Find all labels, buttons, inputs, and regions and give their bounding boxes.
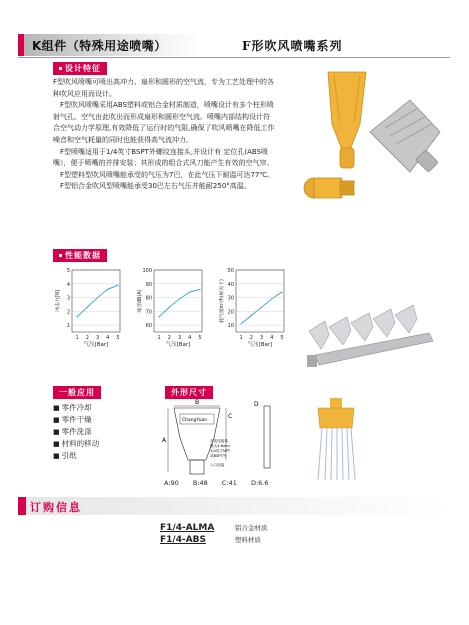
dim-b-label: B xyxy=(195,399,200,406)
application-item: ■ 引纸 xyxy=(53,450,99,462)
dimension-values xyxy=(164,479,281,487)
x-tick-label: 4 xyxy=(270,335,274,341)
y-tick-label: 80 xyxy=(145,295,152,302)
y-axis-label: 耗气量m³/h(标况下) xyxy=(220,279,225,323)
x-tick-label: 1 xyxy=(157,335,161,341)
dim-c-label: C xyxy=(228,413,233,420)
design-paragraph: F型吹风喷嘴采用ABS塑料或铝合金材质制造，喷嘴设计有多个柱形喷射气孔。空气由此吹出而形成扇形和圆形空气流。喷嘴内部结构设计符合空气动力学原理,有效降低了运行时的气阻,确保了吹风喷嘴在降低工作噪音和空气耗量的同时也能获得高气流冲力。 xyxy=(53,101,275,144)
application-item: ■ 材料的移动 xyxy=(53,438,99,450)
metal-nozzle-photo xyxy=(370,100,440,172)
order-title: 订购信息 xyxy=(30,501,82,514)
application-item: ■ 零件干燥 xyxy=(53,414,99,426)
y-tick-label: 40 xyxy=(227,281,234,288)
series-line xyxy=(159,289,200,317)
x-axis-label: 气压[Bar] xyxy=(83,342,109,348)
y-axis-label: 噪音dB(A) xyxy=(138,289,143,313)
chart-frame xyxy=(236,270,284,332)
data-point xyxy=(271,298,272,299)
x-tick-label: 4 xyxy=(188,335,192,341)
design-tab-label: 设计特征 xyxy=(65,64,101,73)
data-point xyxy=(251,315,252,316)
chart-frame xyxy=(72,270,120,332)
dimension-drawing xyxy=(160,398,376,488)
design-paragraph: F型喷嘴适用于1/4英寸BSPT外螺纹连接头,并设计有 定位孔(ABS喷嘴），便于喷嘴的并排安装；其形成的组合式风刀能产生有效的空气帘。 xyxy=(53,147,274,168)
y-tick-label: 20 xyxy=(227,309,234,316)
dim-note: 入口连接 xyxy=(210,463,225,467)
design-paragraph: F型铝合金吹风型喷嘴能承受30巴左右气压并能耐250°高温。 xyxy=(60,182,251,191)
x-tick-label: 1 xyxy=(75,335,79,341)
data-point xyxy=(107,289,108,290)
page-subtitle: F形吹风喷嘴系列 xyxy=(242,39,343,53)
page-title: K组件（特殊用途喷嘴） xyxy=(32,39,167,53)
order-row xyxy=(160,535,261,545)
order-code: F1/4-ALMA xyxy=(160,523,215,533)
page-header xyxy=(18,34,450,56)
design-section-tab xyxy=(53,62,107,75)
design-paragraph: F型塑料型吹风喷嘴能承受的气压为7巴，在此气压下耐温可达77℃。 xyxy=(60,170,275,179)
airflow-nozzle-photo xyxy=(318,398,355,480)
application-item: ■ 零件冷却 xyxy=(53,402,99,414)
y-tick-label: 3 xyxy=(66,295,70,302)
data-point xyxy=(87,307,88,308)
dim-note: 或BSPT外 xyxy=(210,454,227,458)
air-consumption-chart-svg xyxy=(218,266,288,356)
yellow-nozzle-photo xyxy=(328,72,366,168)
x-tick-label: 1 xyxy=(239,335,243,341)
order-band xyxy=(18,497,450,515)
data-point xyxy=(189,291,190,292)
header-divider xyxy=(18,57,450,58)
impact-force-chart xyxy=(54,266,124,356)
y-tick-label: 10 xyxy=(227,323,234,330)
air-consumption-chart xyxy=(218,266,288,356)
x-tick-label: 4 xyxy=(106,335,110,341)
dim-note: 1/4英寸NPT xyxy=(210,449,231,453)
brand-text: ChangYuan xyxy=(182,418,208,423)
performance-section-tab xyxy=(53,249,107,262)
y-tick-label: 90 xyxy=(145,281,152,288)
application-item: ■ 零件洗涤 xyxy=(53,426,99,438)
x-tick-label: 3 xyxy=(95,335,100,341)
applications-tab-label: 一般应用 xyxy=(59,388,95,397)
manifold-photo xyxy=(305,275,445,395)
nozzle-photos xyxy=(300,62,450,212)
x-tick-label: 2 xyxy=(85,335,89,341)
design-text xyxy=(53,77,275,193)
x-axis-label: 气压[Bar] xyxy=(165,342,191,348)
y-tick-label: 5 xyxy=(66,268,70,274)
dim-a-label: A xyxy=(162,437,167,444)
series-line xyxy=(241,292,282,324)
dim-value: D:6.6 xyxy=(250,479,269,487)
y-tick-label: 70 xyxy=(145,309,152,316)
dimensions-tab-label: 外形尺寸 xyxy=(171,388,207,397)
series-line xyxy=(77,285,118,317)
data-point xyxy=(241,323,242,324)
noise-chart xyxy=(136,266,206,356)
small-nozzle-photo xyxy=(304,178,354,198)
y-tick-label: 30 xyxy=(227,295,234,302)
y-tick-label: 60 xyxy=(145,323,152,330)
x-tick-label: 5 xyxy=(116,335,120,341)
design-paragraph: F型吹风喷嘴可喷出高冲力、扇形和圆形的空气流，专为工艺处理中的各种吹风应用而设计。 xyxy=(53,78,275,98)
order-row xyxy=(160,523,267,533)
y-tick-label: 1 xyxy=(66,323,70,330)
y-tick-label: 2 xyxy=(66,309,70,316)
data-point xyxy=(169,307,170,308)
x-tick-label: 5 xyxy=(198,335,202,341)
applications-list xyxy=(53,402,99,462)
data-point xyxy=(117,285,118,286)
y-tick-label: 100 xyxy=(142,268,152,274)
chart-frame xyxy=(154,270,202,332)
x-tick-label: 3 xyxy=(259,335,264,341)
dim-note: 万变连接体, xyxy=(210,439,230,443)
order-code: F1/4-ABS xyxy=(160,535,207,545)
dim-value: B:48 xyxy=(192,479,208,487)
performance-charts xyxy=(54,266,284,356)
y-axis-label: 冲击力[N] xyxy=(56,290,61,312)
x-tick-label: 5 xyxy=(280,335,284,341)
x-tick-label: 2 xyxy=(249,335,253,341)
data-point xyxy=(261,307,262,308)
y-tick-label: 4 xyxy=(66,281,70,288)
dim-note: 最大4.8mm xyxy=(210,444,230,448)
data-point xyxy=(281,291,282,292)
order-desc: 塑料材质 xyxy=(234,536,261,544)
data-point xyxy=(179,298,180,299)
x-axis-label: 气压[Bar] xyxy=(247,342,273,348)
y-tick-label: 50 xyxy=(227,268,234,274)
data-point xyxy=(77,316,78,317)
data-point xyxy=(97,297,98,298)
applications-section-tab xyxy=(53,386,101,399)
order-desc: 铝合金材质 xyxy=(234,524,268,532)
noise-chart-svg xyxy=(136,266,206,356)
data-point xyxy=(159,316,160,317)
impact-force-chart-svg xyxy=(54,266,124,356)
x-tick-label: 2 xyxy=(167,335,171,341)
dim-value: C:41 xyxy=(221,479,237,487)
dim-d-label: D xyxy=(254,401,259,408)
data-point xyxy=(199,289,200,290)
performance-tab-label: 性能数据 xyxy=(65,251,101,260)
dim-value: A:90 xyxy=(164,479,179,487)
x-tick-label: 3 xyxy=(177,335,182,341)
